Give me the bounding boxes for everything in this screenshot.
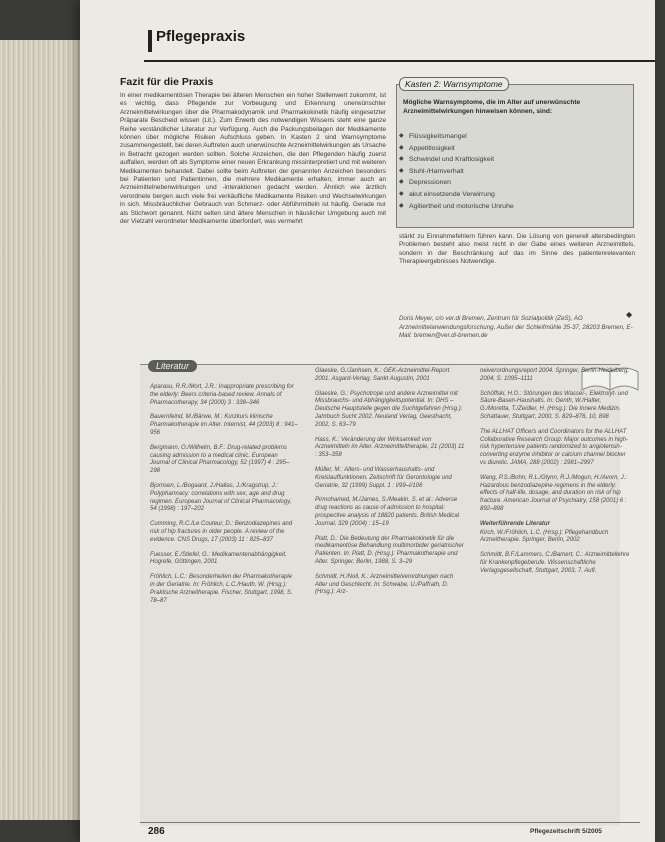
reference: Fröhlich, L.C.: Besonderheiten der Pharmakotherapie in der Geriatrie. In: Fröhlich, L.C./Hauth, W. (Hrsg.): Praktische Arzneitherapie. Fischer, Stuttgart, 1998, S. 78–87 bbox=[150, 574, 293, 604]
kasten-warnsymptome bbox=[396, 79, 634, 228]
section-title: Pflegepraxis bbox=[156, 28, 246, 45]
reference: Pirmohamed, M./James, S./Meakin, S. et al.: Adverse drug reactions as cause of admission to hospital: prospective analysis of 18820 patients. British Medical Journal, 329 (2004) : 15–19 bbox=[315, 497, 460, 527]
literature-column-2 bbox=[315, 368, 465, 604]
end-of-article-icon: ◆ bbox=[626, 310, 633, 319]
reference: Schmidt, H./Noll, K.: Arzneimittelverordnungen nach Alter und Geschlecht. In: Schwabe, U./Paffrath, D. (Hrsg.): Arz- bbox=[315, 573, 454, 596]
diamond-bullet-icon: ◆ bbox=[399, 179, 404, 186]
reference: The ALLHAT Officers and Coordinators for the ALLHAT Collaborative Research Group: Major outcomes in high-risk hypertensive patients randomized to angiotensin-converting enzyme inhibitor or calcium channel blocker vs diuretic. JAMA, 288 (2002) : 2981–2997 bbox=[480, 428, 629, 466]
reference: Wang, P.S./Bohn, R.L./Glynn, R.J./Mogun, H./Avorn, J.: Hazardous benzodiazepine regimens in the elderly: effects of half-life, dosage, and duration on risk of hip fracture. American Journal of Psychiatry, 158 (2001) 6 : 892–898 bbox=[480, 474, 628, 512]
reference: Hass, K.: Veränderung der Wirksamkeit von Arzneimitteln im Alter. Arzneimitteltherapie, 21 (2003) 11 : 353–358 bbox=[315, 436, 465, 459]
section-header-marker bbox=[148, 30, 152, 52]
kasten-intro: Mögliche Warnsymptome, die im Alter auf unerwünschte Arzneimittelwirkungen hinweisen können, sind: bbox=[403, 99, 581, 115]
literature-column-3 bbox=[480, 368, 630, 583]
reference: neiverordnungsreport 2004. Springer, Berlin-Heidelberg, 2004, S. 1095–1111 bbox=[480, 368, 630, 382]
article-left-column: In einer medikamentösen Therapie bei älteren Menschen ein hoher Stellenwert zukommt, ist es wichtig, dass Pflegende zur Vorbeugung und Erkennung unerwünschter Arzneimittelwirkungen über die Pharmakodynamik und Pharmakokinetik häufig eingesetzter Präparate Bescheid wissen (Lit.). Zum Erwerb des notwendigen Wissens steht eine ganze Reihe verständlicher Literatur zur Verfügung. Auch die Packungsbeilagen der Medikamente können über mögliche Risiken Aufschluss geben. In Kasten 2 sind Warnsymptome zusammengestellt, bei deren Auftreten auch unerwünschte Arzneimittelwirkungen als Ursache in Betracht gezogen werden sollten. Solche Anzeichen, die den Pflegenden häufig zuerst auffallen, werden oft als Symptome einer neuen Erkrankung missinterpretiert und mit weiteren Medikamenten behandelt. Dabei sollte beim Auftreten der genannten Anzeichen besonders bei Patienten und Patientinnen, die mehrere Medikamente erhalten, immer auch an Arzneimittelnebenwirkungen und -interaktionen gedacht werden. Ähnlich wie ärztlich verordnete bergen auch viele frei verkäufliche Medikamente Risiken und Wechselwirkungen in sich. Missbräuchlicher Gebrauch von Schmerz- oder Abführmitteln ist häufig. Gerade nur als Stichwort genannt. Nicht selten sind ältere Menschen in häuslicher Umgebung auch mit der Vielzahl verordneter Medikamente überfordert, was vermehrt bbox=[120, 92, 386, 226]
reference: Cumming, R.C./Le Couteur, D.: Benzodiazepines and risk of hip fractures in older people. A review of the evidence. CNS Drugs, 17 (2003) 11 : 825–837 bbox=[150, 521, 293, 543]
kasten-list-item: ◆ Agitiertheit und motorische Unruhe bbox=[399, 201, 514, 213]
diamond-bullet-icon: ◆ bbox=[399, 133, 404, 139]
kasten-list-item: ◆ akut einsetzende Verwirrung bbox=[399, 189, 514, 201]
reference: Aparasu, R.R./Mort, J.R.: Inappropriate prescribing for the elderly: Beers criteria-based review. Annals of Pharmacotherapy, 34 (2000) 3 : 338–346 bbox=[150, 384, 294, 406]
reference: Glaeske, G.: Psychotrope und andere Arzneimittel mit Missbrauchs- und Abhängigkeitspotential. In: DHS – Deutsche Hauptstelle gegen die Suchtgefahren (Hrsg.): Jahrbuch Sucht 2002. Neuland Verlag, Geesthacht, 2002, S. 63–79 bbox=[315, 390, 463, 428]
page-number: 286 bbox=[148, 826, 165, 837]
diamond-bullet-icon: ◆ bbox=[399, 144, 404, 151]
reference: Kirch, W./Fröhlich, L.C. (Hrsg.): Pflegehandbuch Arzneitherapie. Springer, Berlin, 2002 bbox=[480, 529, 609, 544]
kasten-title: Kasten 2: Warnsymptome bbox=[399, 77, 509, 91]
diamond-bullet-icon: ◆ bbox=[399, 190, 404, 197]
reference: Bergmann, O./Wilhelm, B.F.: Drug-related problems causing admission to a medical clinic. European Journal of Clinical Pharmacology, 52 (1997) 4 : 295–298 bbox=[150, 444, 290, 475]
diamond-bullet-icon: ◆ bbox=[399, 156, 404, 163]
kasten-list bbox=[399, 131, 514, 212]
kasten-list-item: ◆ Schwindel und Kraftlosigkeit bbox=[399, 154, 514, 166]
reference: Müller, M.: Alters- und Wasserhaushalts- und Kreislauffunktionen. Zeitschrift für Gerontologie und Geriatrie, 32 (1999) Suppl. 1 : I/99–I/106 bbox=[315, 466, 452, 489]
author-address: Doris Meyer, c/o ver.di Bremen, Zentrum für Sozialpolitik (ZeS), AG Arzneimittelanwendungsforschung, Außer der Schleifmühle 35-37, 28203 Bremen, E-Mail: bremen@ver.di-bremen.de bbox=[399, 315, 633, 339]
article-heading: Fazit für die Praxis bbox=[120, 76, 214, 88]
kasten-list-item: ◆ Stuhl-/Harnverhalt bbox=[399, 166, 514, 178]
reference: Glaeske, G./Janhsen, K.: GEK-Arzneimittel-Report 2001. Asgard-Verlag, Sankt Augustin, 2001 bbox=[315, 368, 450, 382]
reference: Bauernfeind, M./Bärwe, M.: Kurzkurs klinische Pharmakotherapie im Alter. Internist, 44 (2003) 8 : 941–956 bbox=[150, 414, 298, 436]
kasten-list-item: ◆ Flüssigkeitsmangel bbox=[399, 131, 514, 143]
reference: Schmidt, B.F./Lammers, C./Bamert, C.: Arzneimittellehre für Krankenpflegeberufe. Wissenschaftliche Verlagsgesellschaft, Stuttgart, 2003, 7. Aufl. bbox=[480, 552, 630, 574]
diamond-bullet-icon: ◆ bbox=[399, 202, 404, 209]
reference: Bjornsen, L./Bogaard, J./Hallas, J./Kragstrup, J.: Polypharmacy: correlations with sex, age and drug regimen. European Journal of Clinical Pharmacology, 54 (1998) : 197–202 bbox=[150, 482, 292, 513]
literature-label: Literatur bbox=[148, 360, 197, 372]
reference: Platt, D.: Die Bedeutung der Pharmakokinetik für die medikamentöse Behandlung multimorbider geriatrischer Patienten. In: Platt, D. (Hrsg.): Pharmakotherapie und Alter. Springer, Berlin, 1988, S. 3–29 bbox=[315, 535, 464, 565]
literature-column-1 bbox=[150, 384, 298, 612]
further-reading-heading: Weiterführende Literatur bbox=[480, 520, 550, 527]
reference: Fuesser, E./Stiefel, G.: Medikamentenabhängigkeit. Hogrefe, Göttingen, 2001 bbox=[150, 551, 287, 566]
article-right-column: stärkt zu Einnahmefehlern führen kann. Die Lösung von generell altersbedingten Problemen besteht also meist nicht in der Gabe eines weiteren Arzneimittels, sondern in der Beschränkung auf das im Sinne des patientenrelevanten Therapieergebnisses Notwendige. bbox=[399, 233, 635, 266]
reference: Schöffski, H.O.: Störungen des Wasser-, Elektrolyt- und Säure-Basen-Haushalts. In: Genth, W./Halter, G./Moretta, T./Zeidler, H. (Hrsg.): Die Innere Medizin. Schattauer, Stuttgart, 2000, S. 829–876, 10, 898 bbox=[480, 390, 628, 420]
kasten-list-item: ◆ Depressionen bbox=[399, 177, 514, 189]
footer-rule bbox=[140, 822, 640, 823]
kasten-list-item: ◆ Appetitlosigkeit bbox=[399, 143, 514, 155]
section-header bbox=[144, 18, 655, 62]
journal-footer: Pflegezeitschrift 5/2005 bbox=[530, 828, 602, 835]
diamond-bullet-icon: ◆ bbox=[399, 167, 404, 174]
